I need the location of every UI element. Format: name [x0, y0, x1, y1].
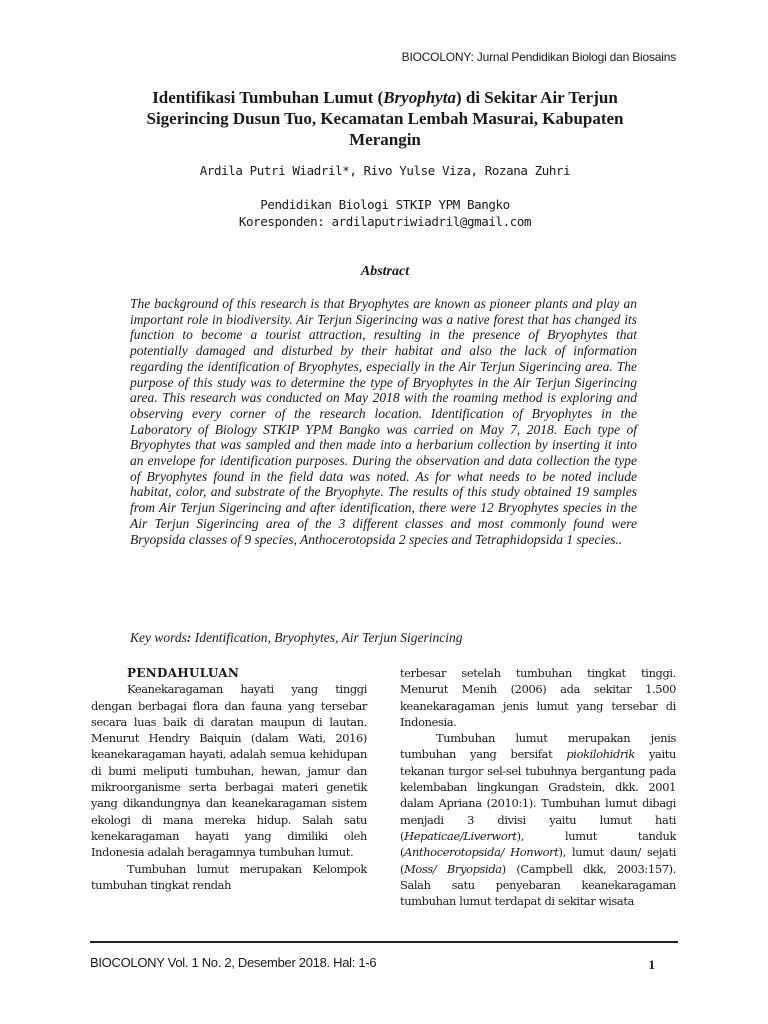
keywords: Key words: Identification, Bryophytes, Air Terjun Sigerincing — [130, 630, 463, 645]
paper-title — [120, 87, 650, 150]
right-column — [400, 665, 676, 909]
abstract-body: The background of this research is that Bryophytes are known as pioneer plants and play an important role in biodiversity. Air Terjun Sigerincing was a native forest that has changed its function to become a tourist attraction, resulting in the presence of Bryophytes that potentially damaged and disturbed by their habitat and also the lack of information regarding the identification of Bryophytes, especially in the Air Terjun Sigerincing area. The purpose of this study was to determine the type of Bryophytes in the Air Terjun Sigerincing area. This research was conducted on May 2018 with the roaming method is exploring and observing every corner of the research location. Identification of Bryophytes in the Laboratory of Biology STKIP YPM Bangko was carried on May 7, 2018. Each type of Bryophytes that was sampled and then made into a herbarium collection by inserting it into an envelope for identification purposes. During the observation and data collection the type of Bryophytes found in the field data was noted. As for what needs to be noted include habitat, color, and substrate of the Bryophyte. The results of this study obtained 19 samples from Air Terjun Sigerincing and after identification, there were 12 Bryophytes species in the Air Terjun Sigerincing area of the 3 different classes and most commonly found were Bryopsida classes of 9 species, Anthocerotopsida 2 species and Tetraphidopsida 1 species.. — [130, 296, 637, 547]
paragraph: terbesar setelah tumbuhan tingkat tinggi. Menurut Menih (2006) ada sekitar 1.500 keanekaragaman jenis lumut yang tersebar di Indonesia. — [400, 666, 676, 729]
title-line-2: Sigerincing Dusun Tuo, Kecamatan Lembah Masurai, Kabupaten — [146, 109, 624, 128]
title-line-1: Identifikasi Tumbuhan Lumut (Bryophyta) di Sekitar Air Terjun — [152, 88, 618, 107]
left-column — [91, 665, 367, 893]
paragraph: Tumbuhan lumut merupakan jenis tumbuhan yang bersifat piokilohidrik yaitu tekanan turgor sel-sel tubuhnya bergantung pada kelembaban lingkungan Gradstein, dkk. 2001 dalam Apriana (2010:1). Tumbuhan lumut dibagi menjadi 3 divisi yaitu lumut hati (Hepaticae/Liverwort), lumut tanduk (Anthocerotopsida/ Honwort), lumut daun/ sejati (Moss/ Bryopsida) (Campbell dkk, 2003:157). Salah satu penyebaran keanekaragaman tumbuhan lumut terdapat di sekitar wisata — [400, 731, 676, 909]
page-number: 1 — [648, 957, 655, 972]
paragraph: Keanekaragaman hayati yang tinggi dengan berbagai flora dan fauna yang tersebar secara luas baik di daratan maupun di lautan. Menurut Hendry Baiquin (dalam Wati, 2016) keanekaragaman hayati, adalah semua kehidupan di bumi meliputi tumbuhan, hewan, jamur dan mikroorganisme serta berbagai materi genetik yang dikandungnya dan keanekaragaman sistem ekologi di mana mereka hidup. Salah satu kenekaragaman hayati yang dimiliki oleh Indonesia adalah beragamnya tumbuhan lumut. — [91, 682, 367, 860]
footer-citation: BIOCOLONY Vol. 1 No. 2, Desember 2018. Hal: 1-6 — [90, 955, 377, 970]
journal-header: BIOCOLONY: Jurnal Pendidikan Biologi dan Biosains — [401, 50, 676, 64]
keywords-list: Identification, Bryophytes, Air Terjun Sigerincing — [194, 630, 463, 645]
keywords-label: Key words — [130, 630, 187, 645]
abstract-heading: Abstract — [360, 264, 410, 279]
title-italic: Bryophyta — [383, 88, 456, 107]
paragraph: Tumbuhan lumut merupakan Kelompok tumbuhan tingkat rendah — [91, 861, 367, 892]
section-heading: PENDAHULUAN — [127, 666, 240, 680]
affiliation — [130, 196, 640, 230]
title-line-3: Merangin — [349, 130, 421, 149]
correspondent-email[interactable]: Koresponden: ardilaputriwiadril@gmail.com — [238, 214, 532, 229]
footer-rule — [90, 941, 678, 943]
institution: Pendidikan Biologi STKIP YPM Bangko — [260, 197, 510, 212]
authors: Ardila Putri Wiadril*, Rivo Yulse Viza, Rozana Zuhri — [199, 163, 571, 178]
